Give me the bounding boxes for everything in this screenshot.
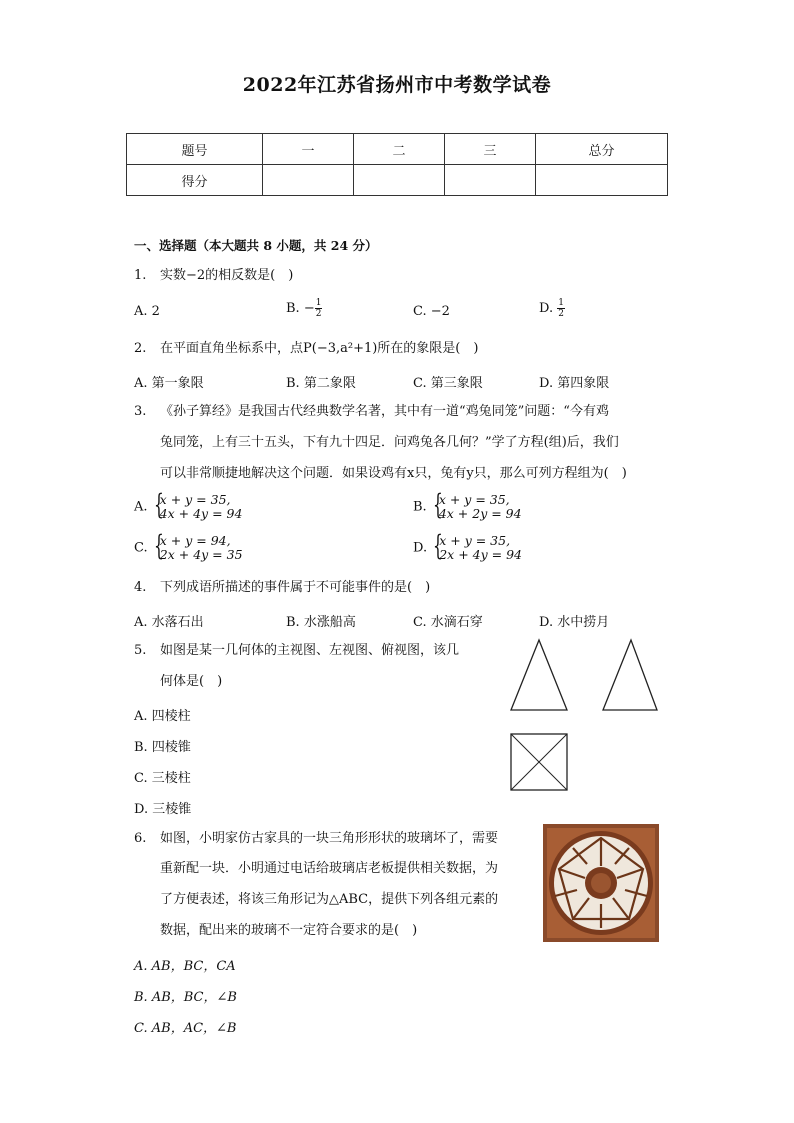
option-d	[413, 534, 522, 562]
page-title: 2022年江苏省扬州市中考数学试卷	[242, 74, 552, 96]
option-a: A. 四棱柱	[134, 709, 191, 724]
header-cell: 总分	[536, 134, 668, 165]
option-label: C.	[134, 540, 148, 556]
header-cell: 二	[354, 134, 445, 165]
fraction	[557, 298, 565, 319]
option-c: C. 第三象限	[413, 376, 483, 391]
option-b: B. 四棱锥	[134, 740, 191, 755]
equation: 4x + 2y = 94	[438, 506, 522, 521]
question-2	[134, 333, 478, 364]
section-heading: 一、选择题（本大题共 8 小题，共 24 分）	[134, 238, 378, 253]
header-cell: 三	[445, 134, 536, 165]
denominator: 2	[315, 309, 322, 319]
equation: { x + y = 35,	[439, 533, 511, 548]
option-a: A. 水落石出	[134, 615, 204, 630]
question-text-line: 重新配一块．小明通过电话给玻璃店老板提供相关数据，为	[160, 861, 499, 876]
question-6	[134, 823, 498, 854]
header-cell: 题号	[127, 134, 263, 165]
score-table-score-row	[127, 165, 668, 196]
option-d	[539, 298, 565, 319]
question-text: 下列成语所描述的事件属于不可能事件的是( )	[160, 580, 431, 595]
equation: { x + y = 94,	[159, 533, 231, 548]
score-cell[interactable]	[354, 165, 445, 196]
equation: { x + y = 35,	[159, 492, 231, 507]
fraction	[315, 298, 323, 319]
equation: 2x + 4y = 35	[159, 547, 243, 562]
question-text-line: 如图是某一几何体的主视图、左视图、俯视图，该几	[160, 643, 460, 658]
question-3	[134, 396, 609, 427]
antique-glass-panel-image	[543, 824, 659, 942]
option-c: C. −2	[413, 304, 450, 319]
header-cell: 一	[263, 134, 354, 165]
option-b	[413, 493, 522, 521]
option-c: C. 三棱柱	[134, 771, 191, 786]
equation: { x + y = 35,	[438, 492, 510, 507]
center-medallion-inner	[591, 873, 611, 893]
option-a: A. AB，BC，CA	[134, 959, 236, 974]
equation-system	[431, 493, 522, 521]
score-cell[interactable]	[445, 165, 536, 196]
question-number: 3.	[134, 404, 147, 419]
option-label: D.	[413, 540, 428, 556]
question-text-line: 《孙子算经》是我国古代经典数学名著，其中有一道“鸡兔同笼”问题：“今有鸡	[160, 404, 609, 419]
question-text: 在平面直角坐标系中，点P(−3,a²+1)所在的象限是( )	[160, 341, 479, 356]
option-b: B. 水涨船高	[286, 615, 356, 630]
question-text: 实数−2的相反数是( )	[160, 268, 294, 283]
question-5	[134, 635, 459, 666]
score-table-header-row	[127, 134, 668, 165]
question-number: 6.	[134, 831, 147, 846]
score-cell[interactable]	[536, 165, 668, 196]
equation: 2x + 4y = 94	[439, 547, 522, 562]
option-c	[134, 534, 243, 562]
option-d: D. 第四象限	[539, 376, 610, 391]
question-number: 5.	[134, 643, 147, 658]
question-text-line: 兔同笼，上有三十五头，下有九十四足．问鸡兔各几何？”学了方程(组)后，我们	[160, 435, 619, 450]
three-views-figure	[505, 636, 665, 796]
option-b: B. AB，BC，∠B	[134, 990, 237, 1005]
option-a: A. 第一象限	[134, 376, 204, 391]
row-label-cell: 得分	[127, 165, 263, 196]
option-label: D.	[539, 301, 558, 316]
score-cell[interactable]	[263, 165, 354, 196]
option-a	[134, 493, 242, 521]
equation-system	[431, 534, 522, 562]
option-d: D. 三棱锥	[134, 802, 192, 817]
question-text-line: 如图，小明家仿古家具的一块三角形形状的玻璃坏了，需要	[160, 831, 499, 846]
question-1	[134, 260, 293, 291]
equation-system	[152, 534, 243, 562]
option-b	[286, 298, 322, 319]
option-label: B.	[413, 499, 427, 515]
question-text-line: 何体是( )	[160, 674, 223, 689]
denominator: 2	[558, 309, 564, 319]
option-b: B. 第二象限	[286, 376, 356, 391]
question-4	[134, 572, 430, 603]
numerator: 1	[315, 298, 322, 308]
score-table	[126, 133, 668, 196]
option-label: B. −	[286, 301, 315, 316]
option-a: A. 2	[134, 304, 160, 319]
question-text-line: 可以非常顺捷地解决这个问题．如果设鸡有x只，兔有y只，那么可列方程组为( )	[160, 466, 627, 481]
question-text-line: 数据，配出来的玻璃不一定符合要求的是( )	[160, 923, 418, 938]
question-number: 2.	[134, 341, 147, 356]
option-c: C. AB，AC，∠B	[134, 1021, 237, 1036]
numerator: 1	[558, 298, 564, 308]
option-c: C. 水滴石穿	[413, 615, 483, 630]
question-text-line: 了方便表述，将该三角形记为△ABC，提供下列各组元素的	[160, 892, 499, 907]
front-view-triangle	[511, 640, 567, 710]
equation-system	[152, 493, 243, 521]
equation: 4x + 4y = 94	[159, 506, 243, 521]
question-number: 1.	[134, 268, 147, 283]
option-label: A.	[134, 499, 148, 515]
side-view-triangle	[603, 640, 657, 710]
question-number: 4.	[134, 580, 147, 595]
option-d: D. 水中捞月	[539, 615, 610, 630]
